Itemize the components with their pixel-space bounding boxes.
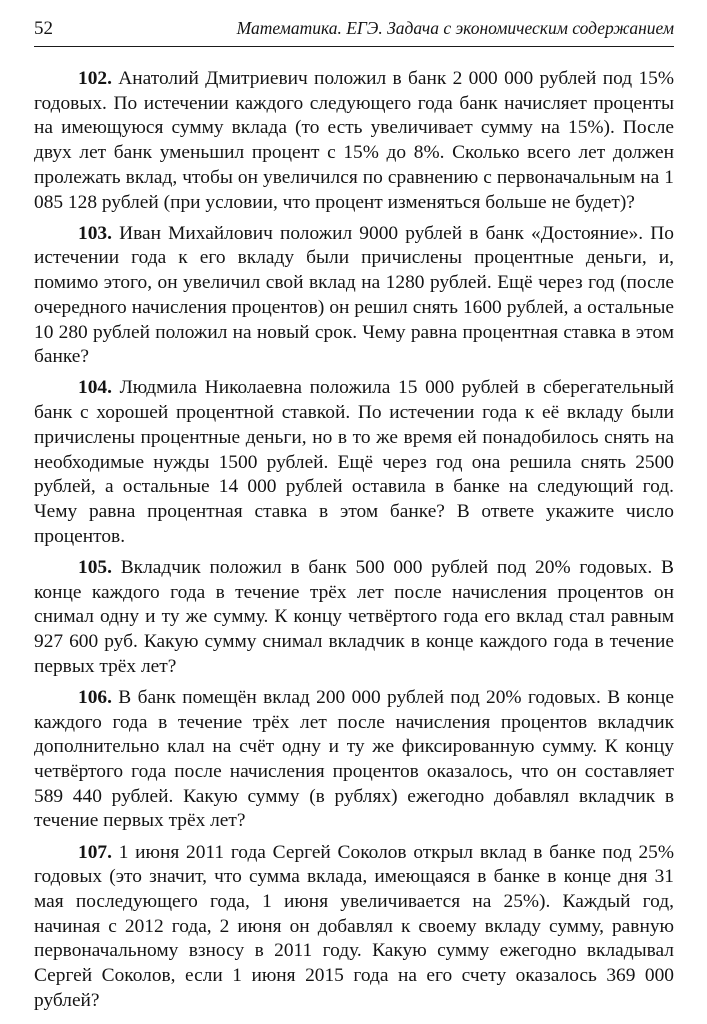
problem-number: 102. [78, 68, 112, 89]
page-number: 52 [34, 18, 53, 39]
problem-104 [34, 376, 674, 549]
problem-102 [34, 67, 674, 215]
running-header [34, 18, 674, 44]
problem-number: 104. [78, 377, 112, 399]
header-rule [34, 46, 674, 47]
problem-103 [34, 222, 674, 370]
problem-105 [34, 556, 674, 680]
book-page [34, 18, 674, 1020]
problem-text: Анатолий Дмитриевич положил в банк 2 000 000 рублей под 15% годовых. По истечении каждого следующего года банк начисляет проценты на имеющуюся сумму вклада (то есть увеличивает сумму на 15%). После двух лет банк уменьшил процент с 15% до 8%. Сколько всего лет должен пролежать вклад, чтобы он увеличился по сравнению с первоначальным на 1 085 128 рублей (при условии, что процент изменяться больше не будет)? [34, 68, 674, 213]
problem-107 [34, 841, 674, 1014]
problem-text: 1 июня 2011 года Сергей Соколов открыл вклад в банке под 25% годовых (это значит, что сумма вклада, имеющаяся в банке в конце дня 31 мая последующего года, 1 июня увеличивается на 25%). Каждый год, начиная с 2012 года, 2 июня он добавлял к своему вкладу сумму, равную первоначальному взносу в 2011 году. Какую сумму ежегодно вкладывал Сергей Соколов, если 1 июня 2015 года на его счету оказалось 369 000 рублей? [34, 841, 674, 1011]
problem-text: Вкладчик положил в банк 500 000 рублей под 20% годовых. В конце каждого года в течение трёх лет после начисления процентов он снимал одну и ту же сумму. К концу четвёртого года его вклад стал равным 927 600 руб. Какую сумму снимал вкладчик в конце каждого года в течение первых трёх лет? [34, 556, 674, 677]
problem-text: Иван Михайлович положил 9000 рублей в банк «Достояние». По истечении года к его вкладу были причислены процентные деньги, и, помимо этого, он увеличил свой вклад на 1280 рублей. Ещё через год (после очередного начисления процентов) он решил снять 1600 рублей, а остальные 10 280 рублей положил на новый срок. Чему равна процентная ставка в этом банке? [34, 222, 674, 368]
problem-text: Людмила Николаевна положила 15 000 рублей в сберегательный банк с хорошей процентной ставкой. По истечении года к её вкладу были причислены процентные деньги, но в то же время ей понадобилось снять на необходимые нужды 1500 рублей. Ещё через год она решила снять 2500 рублей, а остальные 14 000 рублей оставила в банке на следующий год. Чему равна процентная ставка в этом банке? В ответе укажите число процентов. [34, 377, 674, 547]
problem-number: 107. [78, 841, 112, 863]
problem-number: 105. [78, 556, 112, 578]
problem-number: 103. [78, 222, 112, 244]
problem-number: 106. [78, 686, 112, 708]
problem-106 [34, 686, 674, 834]
running-title: Математика. ЕГЭ. Задача с экономическим содержанием [236, 18, 674, 38]
problem-text: В банк помещён вклад 200 000 рублей под 20% годовых. В конце каждого года в течение трёх лет после начисления процентов вкладчик дополнительно клал на счёт одну и ту же фиксированную сумму. К концу четвёртого года после начисления процентов оказалось, что он составляет 589 440 рублей. Какую сумму (в рублях) ежегодно добавлял вкладчик в течение первых трёх лет? [34, 686, 674, 832]
